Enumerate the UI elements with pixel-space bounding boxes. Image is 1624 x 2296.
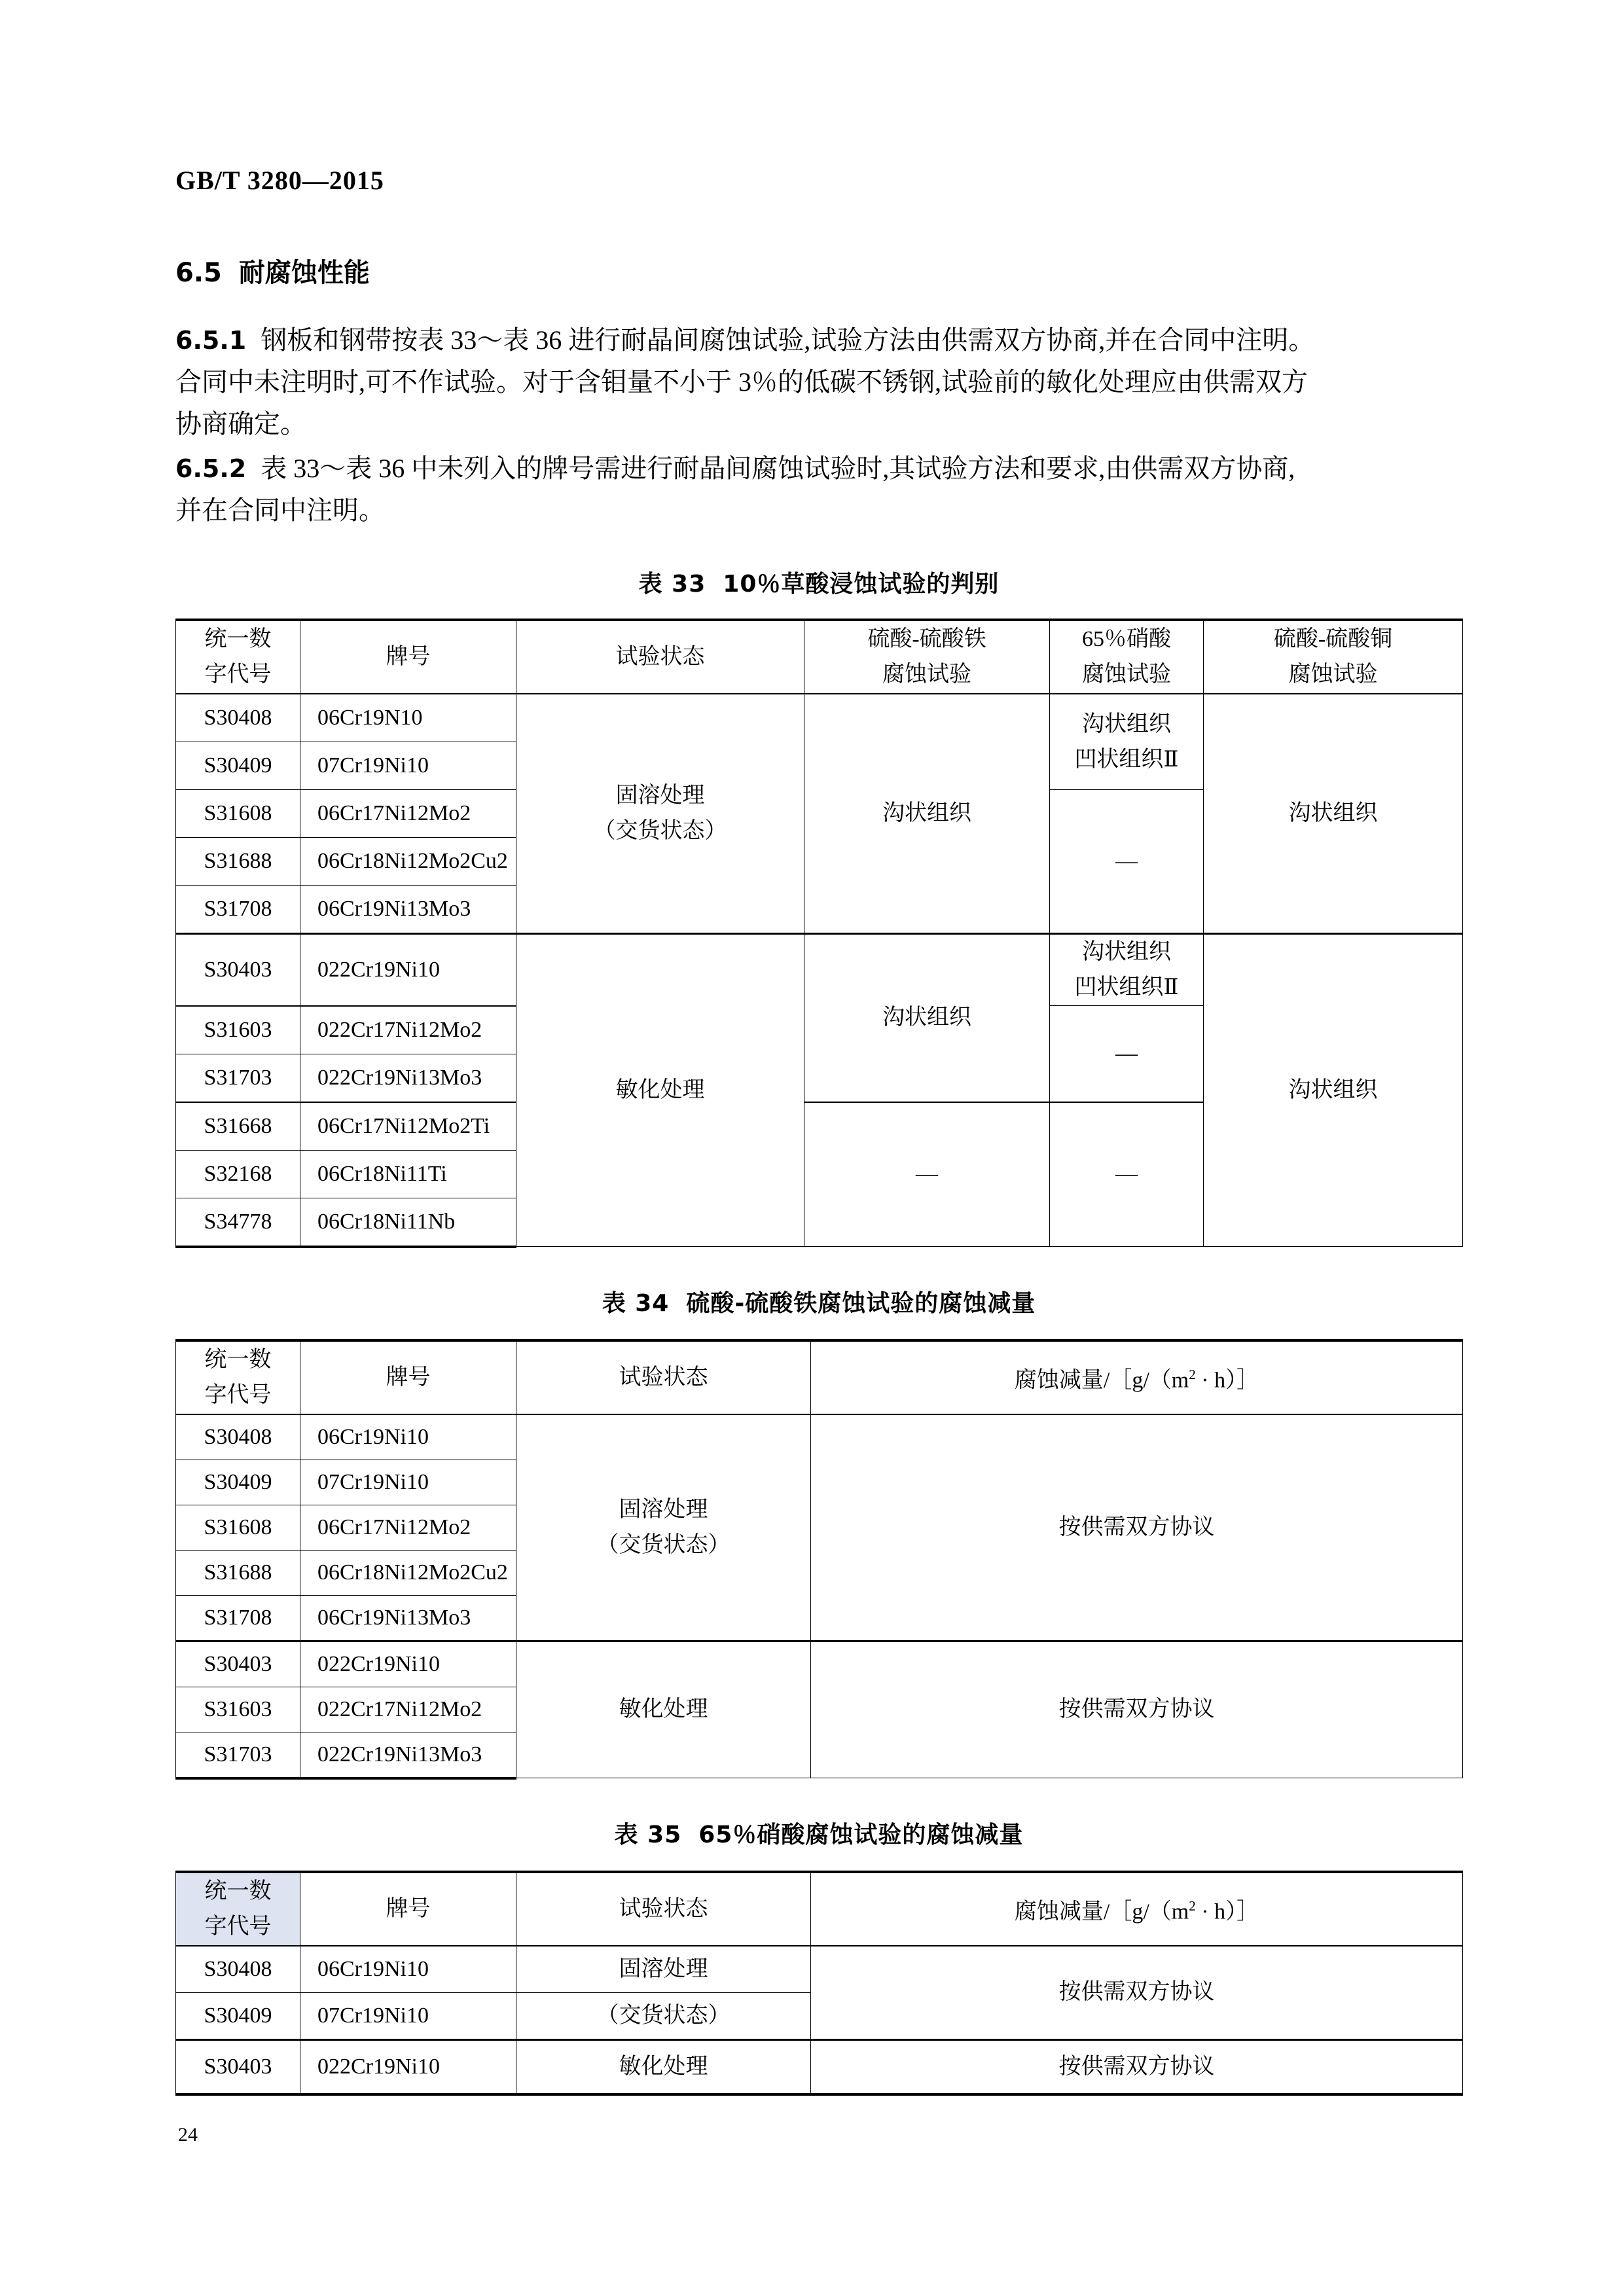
value-line: 凹状组织Ⅱ [1074, 975, 1179, 999]
table33-caption-label: 表 33 [638, 571, 706, 598]
cell-loss: 按供需双方协议 [811, 1414, 1463, 1641]
header-line: 统一数 [204, 1347, 272, 1372]
paragraph-line: 合同中未注明时,可不作试验。对于含钼量不小于 3％的低碳不锈钢,试验前的敏化处理应由供需双方 [175, 367, 1308, 397]
loss-exponent: 2 [1189, 1366, 1196, 1382]
cell-code: S30403 [176, 1641, 300, 1687]
cell-code: S31688 [176, 838, 300, 886]
cell-code: S31603 [176, 1687, 300, 1732]
header-line: 字代号 [204, 1914, 272, 1939]
cell-loss: 按供需双方协议 [811, 2039, 1463, 2094]
state-line: 固溶处理 [619, 1497, 708, 1522]
cell-code: S34778 [176, 1198, 300, 1247]
cell-grade: 06Cr19Ni13Mo3 [300, 1595, 516, 1641]
cell-code: S31708 [176, 886, 300, 934]
header-line: 腐蚀试验 [1082, 662, 1171, 687]
cell-code: S31603 [176, 1006, 300, 1054]
table33-header-grade: 牌号 [300, 620, 516, 694]
loss-suffix: · h）］ [1195, 1368, 1259, 1393]
header-line: 字代号 [204, 1382, 272, 1407]
paragraph-line: 钢板和钢带按表 33～表 36 进行耐晶间腐蚀试验,试验方法由供需双方协商,并在合同中注明。 [261, 325, 1315, 355]
section-number: 6.5 [175, 258, 222, 288]
cell-test-state: （交货状态） [516, 1992, 811, 2039]
cell-test-nitric: — [1050, 790, 1204, 934]
table34-header-loss [811, 1340, 1463, 1414]
loss-suffix: · h）］ [1195, 1899, 1259, 1924]
state-line: （交货状态） [596, 1532, 731, 1557]
loss-prefix: 腐蚀减量/［g/（m [1014, 1368, 1189, 1393]
table33-header-row [176, 620, 1463, 694]
header-line: 腐蚀试验 [1288, 662, 1378, 687]
loss-prefix: 腐蚀减量/［g/（m [1014, 1899, 1189, 1924]
table34 [175, 1339, 1463, 1780]
table34-header-grade: 牌号 [300, 1340, 516, 1414]
table35-header-loss [811, 1872, 1463, 1946]
cell-test-cu: 沟状组织 [1204, 934, 1463, 1247]
header-line: 统一数 [204, 627, 272, 651]
table-row [176, 2039, 1463, 2094]
table35-caption-title: 65％硝酸腐蚀试验的腐蚀减量 [698, 1821, 1024, 1848]
table-row [176, 1946, 1463, 1993]
table-row [176, 934, 1463, 1006]
table34-header-row [176, 1340, 1463, 1414]
table35-header-row [176, 1872, 1463, 1946]
table-row [176, 694, 1463, 742]
cell-grade: 022Cr19Ni13Mo3 [300, 1054, 516, 1102]
cell-code: S30403 [176, 934, 300, 1006]
section-heading [175, 252, 1462, 289]
cell-grade: 06Cr18Ni11Ti [300, 1150, 516, 1198]
cell-code: S30408 [176, 1946, 300, 1993]
cell-code: S31703 [176, 1054, 300, 1102]
document-body [175, 252, 1462, 2096]
cell-grade: 022Cr19Ni10 [300, 934, 516, 1006]
cell-test-cu: 沟状组织 [1204, 694, 1463, 934]
table35-header-state: 试验状态 [516, 1872, 811, 1946]
cell-grade: 06Cr18Ni11Nb [300, 1198, 516, 1247]
table33-caption [175, 565, 1462, 599]
cell-grade: 022Cr19Ni13Mo3 [300, 1732, 516, 1778]
cell-test-nitric [1050, 694, 1204, 790]
table35-caption [175, 1816, 1462, 1850]
cell-code: S30409 [176, 742, 300, 790]
cell-grade: 06Cr18Ni12Mo2Cu2 [300, 1550, 516, 1595]
table-row [176, 1641, 1463, 1687]
header-line: 65％硝酸 [1082, 627, 1171, 651]
cell-code: S32168 [176, 1150, 300, 1198]
cell-code: S31688 [176, 1550, 300, 1595]
table34-header-state: 试验状态 [516, 1340, 811, 1414]
value-line: 沟状组织 [1082, 711, 1171, 736]
paragraph-line: 并在合同中注明。 [175, 495, 385, 525]
cell-grade: 06Cr19Ni13Mo3 [300, 886, 516, 934]
paragraph-number: 6.5.2 [175, 454, 247, 483]
section-title: 耐腐蚀性能 [238, 258, 370, 288]
page-number: 24 [178, 2124, 198, 2145]
cell-test-state [516, 694, 804, 934]
paragraph-652 [175, 448, 1462, 531]
table33-caption-title: 10％草酸浸蚀试验的判别 [723, 571, 1000, 598]
loss-exponent: 2 [1189, 1897, 1196, 1914]
cell-grade: 022Cr17Ni12Mo2 [300, 1006, 516, 1054]
cell-code: S30409 [176, 1460, 300, 1505]
cell-grade: 07Cr19Ni10 [300, 742, 516, 790]
state-line: （交货状态） [593, 819, 727, 843]
header-line: 字代号 [204, 662, 272, 687]
table34-caption-title: 硫酸-硫酸铁腐蚀试验的腐蚀减量 [686, 1289, 1036, 1317]
table34-caption-label: 表 34 [602, 1289, 670, 1317]
cell-test-fe: — [804, 1102, 1050, 1247]
cell-code: S31668 [176, 1102, 300, 1151]
cell-test-state: 敏化处理 [516, 1641, 811, 1778]
cell-code: S30409 [176, 1992, 300, 2039]
paragraph-651 [175, 319, 1462, 445]
cell-test-nitric: — [1050, 1102, 1204, 1247]
header-line: 统一数 [204, 1878, 272, 1903]
paragraph-line: 表 33～表 36 中未列入的牌号需进行耐晶间腐蚀试验时,其试验方法和要求,由供需双方协商, [261, 454, 1295, 483]
table33-header-code [176, 620, 300, 694]
cell-test-nitric [1050, 934, 1204, 1006]
table35-caption-label: 表 35 [614, 1821, 682, 1848]
paragraph-number: 6.5.1 [175, 326, 247, 355]
table33-header-state: 试验状态 [516, 620, 804, 694]
table33 [175, 619, 1463, 1248]
cell-grade: 06Cr19Ni10 [300, 1946, 516, 1993]
table35 [175, 1871, 1463, 2096]
cell-code: S31608 [176, 790, 300, 838]
cell-grade: 06Cr17Ni12Mo2Ti [300, 1102, 516, 1151]
cell-grade: 07Cr19Ni10 [300, 1460, 516, 1505]
cell-loss: 按供需双方协议 [811, 1946, 1463, 2040]
paragraph-line: 协商确定。 [175, 409, 306, 439]
cell-test-state [516, 1414, 811, 1641]
cell-code: S30408 [176, 1414, 300, 1460]
cell-grade: 06Cr17Ni12Mo2 [300, 1505, 516, 1550]
cell-code: S31608 [176, 1505, 300, 1550]
table34-header-code [176, 1340, 300, 1414]
table33-header-test-nitric [1050, 620, 1204, 694]
cell-code: S31708 [176, 1595, 300, 1641]
cell-test-fe: 沟状组织 [804, 934, 1050, 1102]
cell-grade: 06Cr18Ni12Mo2Cu2 [300, 838, 516, 886]
cell-test-state: 敏化处理 [516, 2039, 811, 2094]
cell-grade: 022Cr17Ni12Mo2 [300, 1687, 516, 1732]
table33-header-test-cu [1204, 620, 1463, 694]
cell-grade: 07Cr19Ni10 [300, 1992, 516, 2039]
standard-code-header: GB/T 3280—2015 [175, 166, 384, 195]
table33-header-test-fe [804, 620, 1050, 694]
cell-loss: 按供需双方协议 [811, 1641, 1463, 1778]
value-line: 凹状组织Ⅱ [1074, 747, 1179, 772]
table35-header-grade: 牌号 [300, 1872, 516, 1946]
cell-test-fe: 沟状组织 [804, 694, 1050, 934]
value-line: 沟状组织 [1082, 940, 1171, 964]
header-line: 腐蚀试验 [882, 662, 971, 687]
cell-test-state: 固溶处理 [516, 1946, 811, 1993]
cell-test-nitric: — [1050, 1006, 1204, 1102]
cell-grade: 022Cr19Ni10 [300, 2039, 516, 2094]
table35-header-code [176, 1872, 300, 1946]
cell-code: S31703 [176, 1732, 300, 1778]
table-row [176, 1414, 1463, 1460]
table34-caption [175, 1285, 1462, 1318]
cell-grade: 06Cr17Ni12Mo2 [300, 790, 516, 838]
cell-grade: 022Cr19Ni10 [300, 1641, 516, 1687]
cell-test-state: 敏化处理 [516, 934, 804, 1247]
header-line: 硫酸-硫酸铁 [867, 627, 986, 651]
cell-code: S30408 [176, 694, 300, 742]
cell-code: S30403 [176, 2039, 300, 2094]
header-line: 硫酸-硫酸铜 [1273, 627, 1393, 651]
cell-grade: 06Cr19N10 [300, 694, 516, 742]
cell-grade: 06Cr19Ni10 [300, 1414, 516, 1460]
state-line: 固溶处理 [615, 783, 705, 808]
